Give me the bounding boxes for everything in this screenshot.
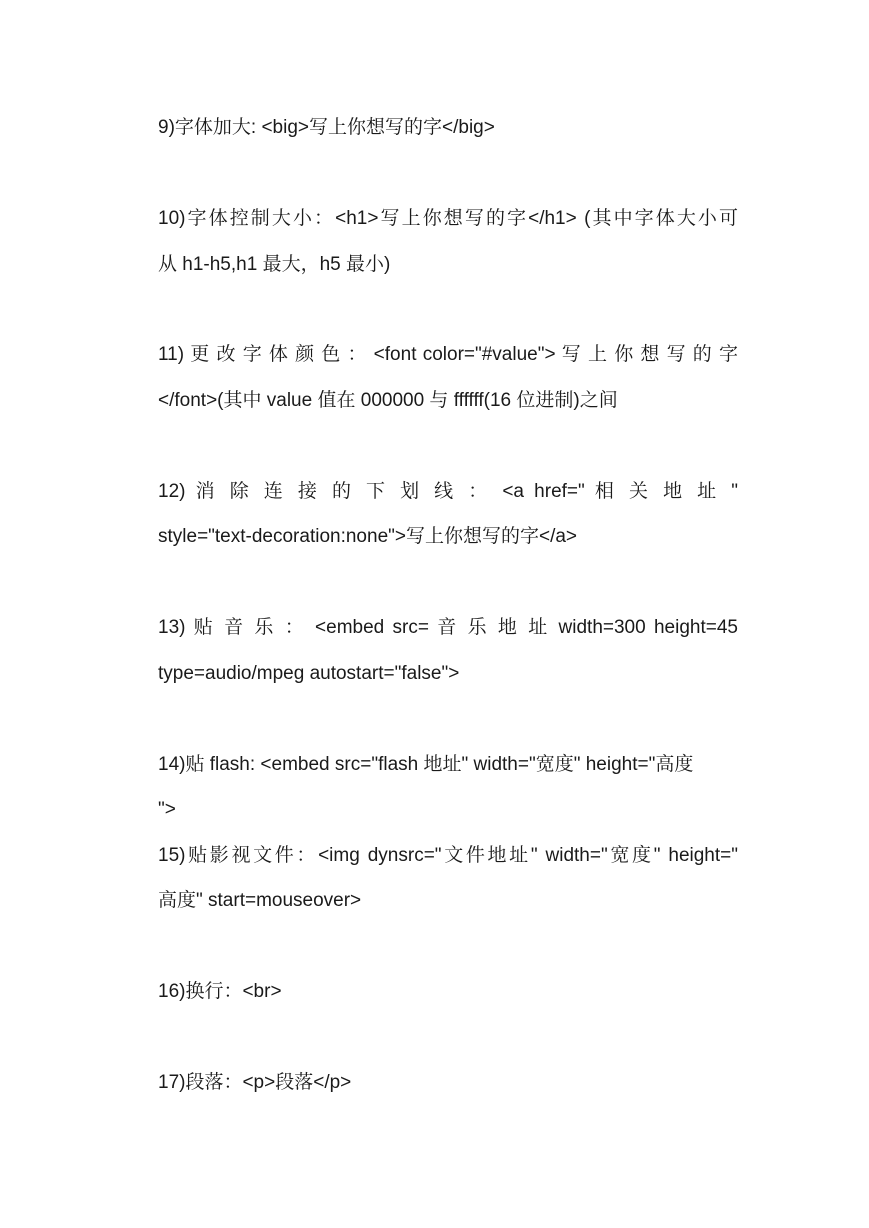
item-11-line-1: 11) 更 改 字 体 颜 色 ： <font color="#value"> 写 上 你 想 写 的 字 (158, 344, 738, 365)
item-14-line-1: 14)贴 flash: <embed src="flash 地址" width="宽度" height="高度 (158, 754, 694, 775)
item-10-line-1: 10)字体控制大小：<h1>写上你想写的字</h1> (其中字体大小可 (158, 208, 738, 229)
item-13-line-1: 13) 贴 音 乐 ： <embed src= 音 乐 地 址 width=300 height=45 (158, 617, 738, 638)
item-12-line-2: style="text-decoration:none">写上你想写的字</a> (158, 526, 578, 547)
item-10-line-2: 从 h1-h5,h1 最大，h5 最小) (158, 254, 391, 275)
item-9-line: 9)字体加大: <big>写上你想写的字</big> (158, 117, 495, 138)
item-13-line-2: type=audio/mpeg autostart="false"> (158, 663, 460, 684)
item-16-line: 16)换行：<br> (158, 981, 282, 1002)
item-14-line-2: "> (158, 799, 176, 820)
item-15-line-2: 高度" start=mouseover> (158, 890, 362, 911)
item-11-line-2: </font>(其中 value 值在 000000 与 ffffff(16 位进制)之间 (158, 390, 618, 411)
item-17-line: 17)段落：<p>段落</p> (158, 1072, 352, 1093)
item-12-line-1: 12) 消 除 连 接 的 下 划 线 ： <a href=" 相 关 地 址 " (158, 481, 738, 502)
item-15-line-1: 15)贴影视文件：<img dynsrc="文件地址" width="宽度" height=" (158, 845, 738, 866)
